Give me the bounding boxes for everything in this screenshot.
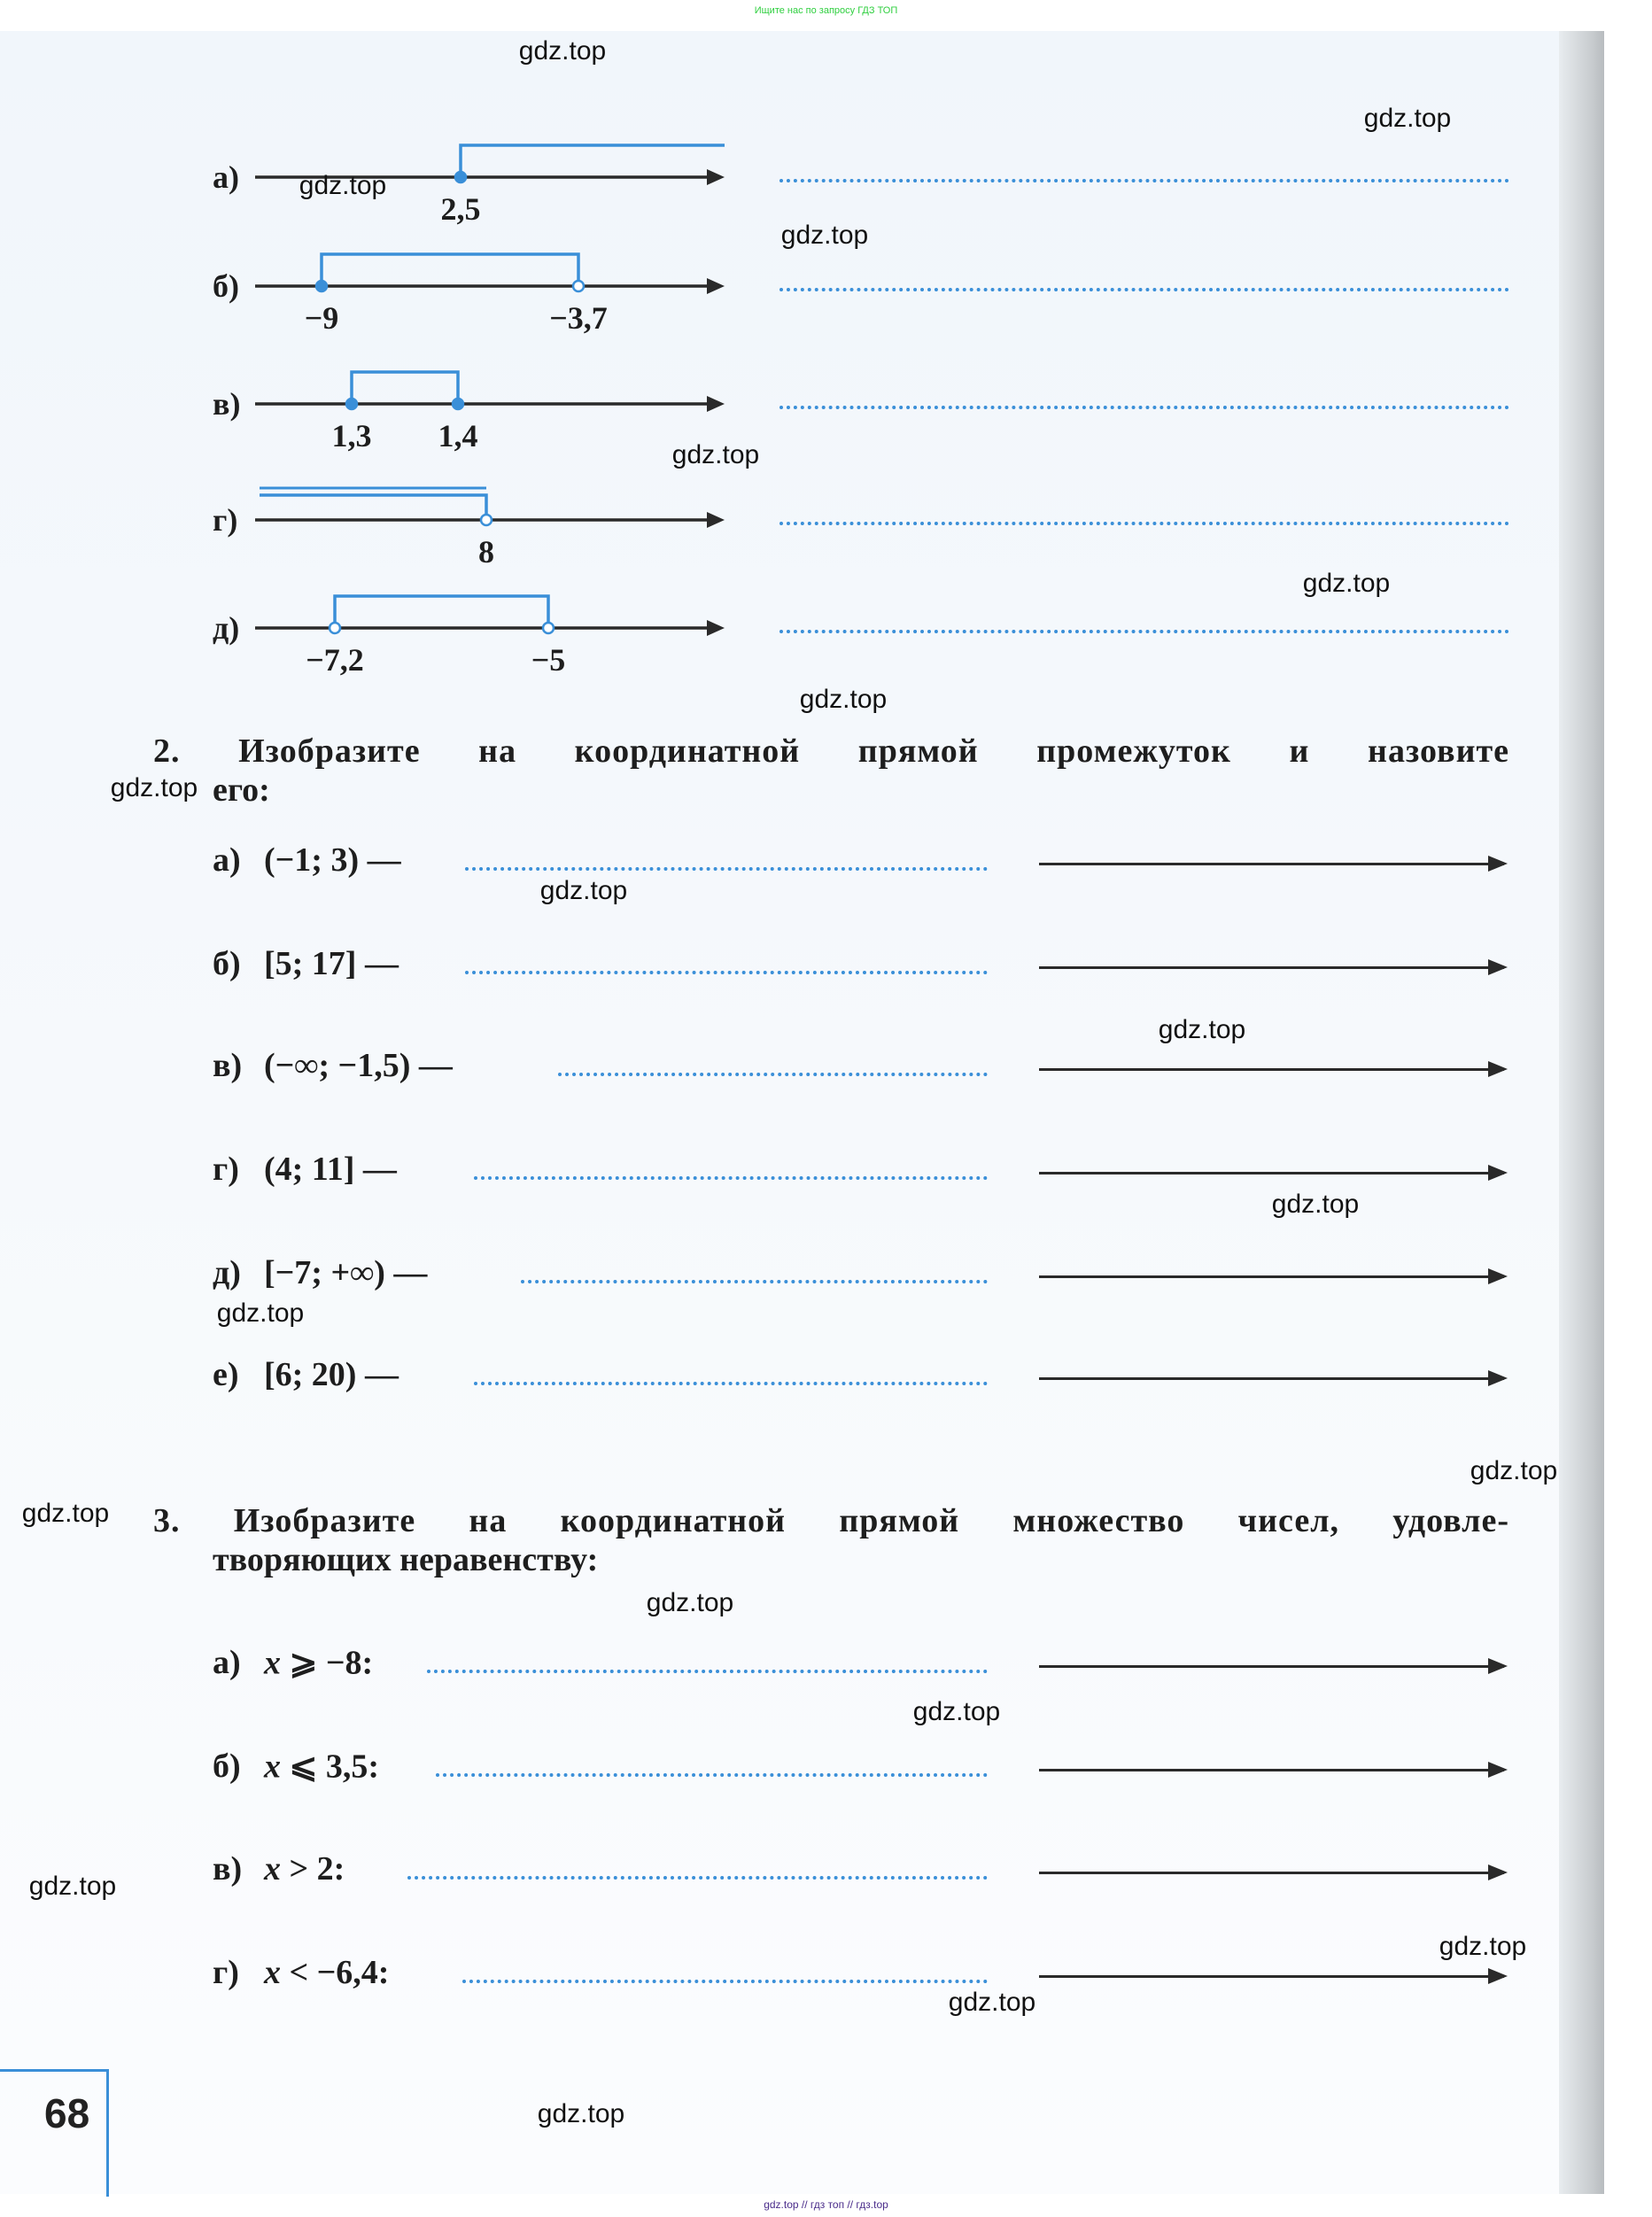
task1-item-label: в) bbox=[213, 386, 241, 422]
bottom-note: gdz.top // гдз топ // гдз.top bbox=[764, 2198, 888, 2211]
task2-interval: (−∞; −1,5) — bbox=[264, 1047, 453, 1084]
watermark-text: gdz.top bbox=[1470, 1456, 1558, 1485]
answer-dotted-line bbox=[474, 1176, 988, 1180]
closed-point bbox=[453, 399, 463, 409]
axis-arrow bbox=[707, 512, 725, 528]
inequality-rest: > 2: bbox=[281, 1850, 345, 1888]
closed-point bbox=[316, 281, 327, 291]
answer-dotted-line bbox=[436, 1773, 988, 1777]
task2-interval: (4; 11] — bbox=[264, 1151, 397, 1188]
inequality-rest: ⩾ −8: bbox=[281, 1644, 374, 1682]
task2-interval: [−7; +∞) — bbox=[264, 1254, 428, 1291]
open-point bbox=[330, 623, 340, 633]
page-number-box bbox=[0, 2069, 109, 2197]
watermark-text: gdz.top bbox=[1363, 104, 1452, 133]
task3-inequality bbox=[264, 1849, 345, 1888]
watermark-text: gdz.top bbox=[780, 221, 869, 250]
watermark-text: gdz.top bbox=[1439, 1932, 1527, 1961]
closed-point bbox=[455, 172, 466, 182]
task3-heading bbox=[153, 1501, 1509, 1579]
watermark-text: gdz.top bbox=[1271, 1190, 1360, 1219]
drawing-axis-arrow bbox=[1039, 1975, 1504, 1978]
inequality-rest: < −6,4: bbox=[281, 1954, 390, 1991]
task2-item-label: е) bbox=[213, 1356, 239, 1393]
answer-dotted-line bbox=[427, 1670, 988, 1673]
number-line bbox=[255, 488, 725, 528]
task1-item-label: г) bbox=[213, 502, 238, 538]
axis-arrow bbox=[707, 169, 725, 185]
point-label: 2,5 bbox=[440, 191, 481, 227]
task2-interval: [6; 20) — bbox=[264, 1356, 399, 1393]
interval-bracket bbox=[260, 495, 486, 520]
watermark-text: gdz.top bbox=[518, 36, 607, 66]
point-label: −5 bbox=[531, 642, 566, 678]
answer-dotted-line bbox=[779, 406, 1509, 409]
task2-text-2: его: bbox=[213, 771, 270, 809]
top-note: Ищите нас по запросу ГДЗ ТОП bbox=[754, 5, 898, 16]
task3-item-label: г) bbox=[213, 1954, 239, 1991]
point-label: −7,2 bbox=[306, 642, 364, 678]
watermark-text: gdz.top bbox=[1302, 569, 1391, 598]
watermark-text: gdz.top bbox=[28, 1872, 117, 1901]
task3-item-label: а) bbox=[213, 1644, 241, 1681]
task3-item-label: б) bbox=[213, 1748, 241, 1785]
watermark-text: gdz.top bbox=[948, 1988, 1036, 2017]
task2-text: Изобразите на координатной прямой промежуток и назовите bbox=[238, 733, 1510, 770]
interval-bracket bbox=[352, 372, 458, 404]
task3-inequality bbox=[264, 1643, 373, 1683]
watermark-text: gdz.top bbox=[21, 1499, 110, 1528]
interval-bracket bbox=[322, 254, 578, 286]
watermark-text: gdz.top bbox=[539, 876, 628, 905]
answer-dotted-line bbox=[779, 179, 1509, 182]
watermark-text: gdz.top bbox=[299, 171, 387, 200]
variable: x bbox=[264, 1954, 281, 1991]
drawing-axis-arrow bbox=[1039, 1172, 1504, 1174]
task2-heading bbox=[153, 732, 1509, 810]
point-label: 8 bbox=[478, 534, 494, 570]
axis-arrow bbox=[707, 278, 725, 294]
watermark-text: gdz.top bbox=[537, 2099, 625, 2128]
answer-dotted-line bbox=[779, 522, 1509, 525]
task1-item-label: а) bbox=[213, 159, 239, 195]
task2-item-label: г) bbox=[213, 1151, 239, 1188]
answer-dotted-line bbox=[521, 1280, 988, 1283]
task2-item-label: д) bbox=[213, 1254, 241, 1291]
variable: x bbox=[264, 1748, 281, 1786]
task2-item-label: в) bbox=[213, 1047, 243, 1084]
answer-dotted-line bbox=[407, 1876, 988, 1880]
axis-arrow bbox=[707, 396, 725, 412]
task3-text: Изобразите на координатной прямой множество чисел, удовле- bbox=[233, 1502, 1509, 1539]
task3-inequality bbox=[264, 1953, 389, 1992]
watermark-text: gdz.top bbox=[646, 1588, 734, 1617]
interval-bracket bbox=[461, 145, 725, 177]
task3-text-2: творяющих неравенству: bbox=[213, 1541, 599, 1578]
drawing-axis-arrow bbox=[1039, 1872, 1504, 1874]
page-number: 68 bbox=[44, 2090, 90, 2136]
drawing-axis-arrow bbox=[1039, 966, 1504, 969]
answer-dotted-line bbox=[779, 288, 1509, 291]
answer-dotted-line bbox=[462, 1980, 988, 1983]
drawing-axis-arrow bbox=[1039, 1665, 1504, 1668]
task2-number: 2. bbox=[153, 733, 181, 770]
open-point bbox=[543, 623, 554, 633]
answer-dotted-line bbox=[465, 867, 988, 871]
watermark-text: gdz.top bbox=[671, 440, 760, 469]
point-label: −9 bbox=[304, 300, 339, 336]
task2-item-label: б) bbox=[213, 945, 241, 982]
task1-item-label: б) bbox=[213, 268, 239, 304]
number-line bbox=[255, 596, 725, 636]
answer-dotted-line bbox=[474, 1382, 988, 1385]
open-point bbox=[573, 281, 584, 291]
drawing-axis-arrow bbox=[1039, 1769, 1504, 1771]
watermark-text: gdz.top bbox=[110, 773, 198, 802]
watermark-text: gdz.top bbox=[799, 685, 888, 714]
point-label: 1,4 bbox=[438, 418, 478, 453]
answer-dotted-line bbox=[558, 1073, 988, 1076]
number-line bbox=[255, 254, 725, 294]
task1-item-label: д) bbox=[213, 610, 240, 646]
closed-point bbox=[346, 399, 357, 409]
task3-number: 3. bbox=[153, 1502, 181, 1539]
task2-interval: (−1; 3) — bbox=[264, 841, 401, 879]
drawing-axis-arrow bbox=[1039, 1377, 1504, 1380]
axis-arrow bbox=[707, 620, 725, 636]
drawing-axis-arrow bbox=[1039, 1068, 1504, 1071]
interval-bracket bbox=[335, 596, 548, 628]
variable: x bbox=[264, 1644, 281, 1682]
variable: x bbox=[264, 1850, 281, 1888]
drawing-axis-arrow bbox=[1039, 863, 1504, 865]
answer-dotted-line bbox=[465, 971, 988, 974]
task3-item-label: в) bbox=[213, 1850, 243, 1888]
task2-item-label: а) bbox=[213, 841, 241, 879]
watermark-text: gdz.top bbox=[912, 1697, 1001, 1726]
point-label: 1,3 bbox=[331, 418, 372, 453]
watermark-text: gdz.top bbox=[1158, 1015, 1246, 1044]
task2-interval: [5; 17] — bbox=[264, 945, 399, 982]
inequality-rest: ⩽ 3,5: bbox=[281, 1748, 379, 1786]
answer-dotted-line bbox=[779, 630, 1509, 633]
open-point bbox=[481, 515, 492, 525]
watermark-text: gdz.top bbox=[216, 1298, 305, 1328]
task3-inequality bbox=[264, 1747, 379, 1787]
drawing-axis-arrow bbox=[1039, 1275, 1504, 1278]
number-line bbox=[255, 372, 725, 412]
point-label: −3,7 bbox=[549, 300, 608, 336]
